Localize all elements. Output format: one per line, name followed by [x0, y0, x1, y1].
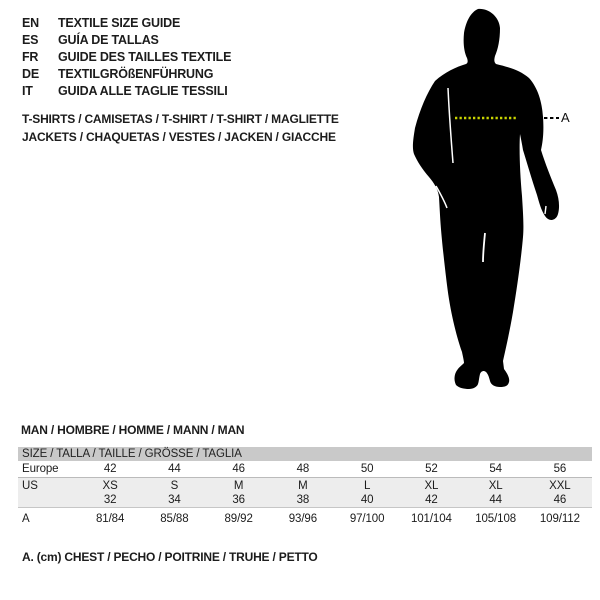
man-silhouette: [400, 5, 564, 397]
table-cell: S: [170, 479, 179, 492]
table-cell: 85/88: [160, 513, 189, 525]
table-cell: 56: [553, 463, 567, 475]
lang-row-it: [22, 83, 231, 100]
table-cell: 40: [360, 494, 374, 506]
table-cell: 50: [360, 463, 374, 475]
table-cell: 54: [489, 463, 502, 475]
measurement-footnote: A. (cm) CHEST / PECHO / POITRINE / TRUHE / PETTO: [22, 550, 318, 564]
size-table: [18, 447, 592, 530]
table-cell: 36: [232, 494, 245, 506]
category-jackets: JACKETS / CHAQUETAS / VESTES / JACKEN / GIACCHE: [22, 129, 336, 144]
table-cell: 52: [425, 463, 438, 475]
table-cell: 38: [296, 494, 310, 506]
row-label: Europe: [22, 463, 59, 475]
table-cell: XXL: [549, 479, 571, 492]
lang-code: DE: [22, 67, 39, 81]
row-label: US: [22, 479, 38, 492]
table-cell: M: [233, 479, 244, 492]
table-cell: 109/112: [539, 513, 580, 525]
table-cell: 93/96: [288, 513, 318, 525]
table-cell: 44: [489, 494, 502, 506]
table-cell: 101/104: [410, 513, 452, 525]
lang-title: TEXTILGRÖßENFÜHRUNG: [58, 67, 214, 81]
lang-code: EN: [22, 16, 39, 30]
table-cell: M: [298, 479, 308, 492]
row-label: A: [22, 513, 30, 525]
measurement-label-a: A: [561, 110, 570, 125]
lang-row-de: [22, 66, 231, 83]
category-tshirts: T-SHIRTS / CAMISETAS / T-SHIRT / T-SHIRT / MAGLIETTE: [22, 112, 339, 126]
table-cell: 105/108: [475, 513, 517, 525]
table-cell: 97/100: [349, 513, 385, 525]
table-cell: 42: [103, 463, 117, 475]
lang-code: IT: [22, 84, 33, 98]
man-silhouette-body: [413, 9, 559, 389]
lang-title: GUIDE DES TAILLES TEXTILE: [58, 50, 232, 64]
table-cell: 81/84: [95, 513, 125, 525]
lang-title: TEXTILE SIZE GUIDE: [58, 16, 181, 30]
table-cell: 32: [103, 494, 117, 506]
lang-row-en: [22, 15, 231, 32]
table-cell: 44: [168, 463, 181, 475]
table-cell: 42: [425, 494, 438, 506]
table-cell: XL: [488, 479, 503, 492]
table-row-europe: [18, 461, 592, 478]
garment-categories: [22, 111, 339, 146]
lang-title: GUIDA ALLE TAGLIE TESSILI: [58, 84, 228, 98]
lang-title: GUÍA DE TALLAS: [58, 33, 159, 47]
table-row-numeric: [18, 493, 592, 508]
lang-code: ES: [22, 33, 39, 47]
table-cell: XS: [102, 479, 118, 492]
lang-row-es: [22, 32, 231, 49]
table-cell: L: [363, 479, 371, 492]
section-title-man: MAN / HOMBRE / HOMME / MANN / MAN: [21, 423, 245, 437]
table-row-chest-cm: [18, 508, 592, 530]
size-table-header: SIZE / TALLA / TAILLE / GRÖSSE / TAGLIA: [18, 447, 592, 461]
table-cell: 34: [168, 494, 181, 506]
table-cell: 89/92: [224, 513, 253, 525]
lang-code: FR: [22, 50, 39, 64]
table-cell: 46: [232, 463, 245, 475]
table-cell: XL: [424, 479, 439, 492]
thumb-notch: [545, 206, 546, 214]
table-row-us: [18, 478, 592, 493]
table-cell: 48: [296, 463, 310, 475]
lang-row-fr: [22, 49, 231, 66]
language-list: [22, 15, 231, 100]
table-cell: 46: [553, 494, 567, 506]
